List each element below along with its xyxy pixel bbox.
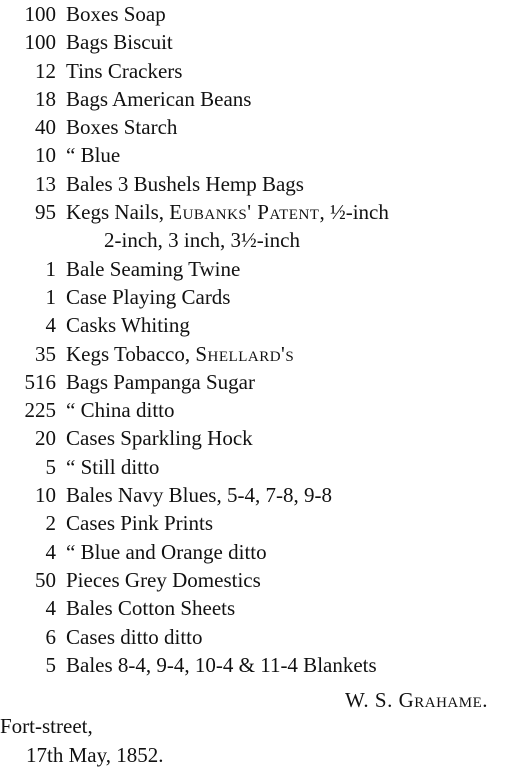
item-quantity: 4 xyxy=(45,313,56,338)
item-description: Tins Crackers xyxy=(66,58,183,83)
item-brand-name: Shellard's xyxy=(195,341,295,366)
item-description: Cases Sparkling Hock xyxy=(66,426,253,451)
goods-item xyxy=(0,651,508,679)
item-description xyxy=(66,340,294,368)
item-description: Bale Seaming Twine xyxy=(66,256,241,281)
item-quantity: 12 xyxy=(35,58,56,83)
item-description-continuation: 2-inch, 3 inch, 3½-inch xyxy=(104,228,300,253)
item-description: Boxes Soap xyxy=(66,2,166,26)
item-quantity: 6 xyxy=(45,624,56,649)
item-quantity: 100 xyxy=(24,30,56,55)
goods-item xyxy=(0,311,508,339)
goods-item xyxy=(0,57,508,85)
item-description: Bales 8-4, 9-4, 10-4 & 11-4 Blankets xyxy=(66,652,377,677)
item-quantity: 13 xyxy=(35,171,56,196)
goods-item xyxy=(0,170,508,198)
item-description: Bags American Beans xyxy=(66,86,252,111)
item-description: Casks Whiting xyxy=(66,313,190,338)
item-description: Cases ditto ditto xyxy=(66,624,203,649)
item-quantity: 95 xyxy=(35,200,56,225)
item-quantity: 35 xyxy=(35,341,56,366)
item-description: “ Blue xyxy=(66,143,121,168)
item-description: Case Playing Cards xyxy=(66,284,231,309)
goods-item xyxy=(0,85,508,113)
goods-item xyxy=(0,396,508,424)
item-quantity: 2 xyxy=(45,511,56,536)
goods-item xyxy=(0,141,508,169)
item-quantity: 20 xyxy=(35,426,56,451)
item-description: Boxes Starch xyxy=(66,115,178,140)
item-description-prefix: Kegs Nails, xyxy=(66,200,170,225)
goods-item xyxy=(0,340,508,368)
item-quantity: 516 xyxy=(24,369,56,394)
goods-item xyxy=(0,28,508,56)
goods-item xyxy=(0,538,508,566)
goods-item xyxy=(0,594,508,622)
item-quantity: 4 xyxy=(45,539,56,564)
item-description: “ Blue and Orange ditto xyxy=(66,539,267,564)
goods-item xyxy=(0,368,508,396)
goods-item xyxy=(0,198,508,226)
goods-item xyxy=(0,255,508,283)
goods-item xyxy=(0,623,508,651)
merchant-signature xyxy=(345,686,488,714)
signature-text: W. S. Grahame. xyxy=(345,688,488,712)
goods-item xyxy=(0,481,508,509)
goods-item xyxy=(0,283,508,311)
item-description-suffix: , ½-inch xyxy=(319,200,389,225)
item-description: “ Still ditto xyxy=(66,454,160,479)
goods-item xyxy=(0,424,508,452)
item-quantity: 1 xyxy=(45,256,56,281)
item-quantity: 18 xyxy=(35,86,56,111)
item-quantity: 1 xyxy=(45,284,56,309)
item-description: Bales 3 Bushels Hemp Bags xyxy=(66,171,304,196)
item-quantity: 225 xyxy=(24,398,56,423)
goods-item xyxy=(0,453,508,481)
item-quantity: 10 xyxy=(35,483,56,508)
item-quantity: 10 xyxy=(35,143,56,168)
item-quantity: 5 xyxy=(45,454,56,479)
goods-item xyxy=(0,509,508,537)
item-quantity: 100 xyxy=(24,2,56,26)
item-quantity: 4 xyxy=(45,596,56,621)
item-description: Cases Pink Prints xyxy=(66,511,214,536)
address-line: Fort-street, xyxy=(0,714,93,738)
item-description-prefix: Kegs Tobacco, xyxy=(66,341,196,366)
item-description xyxy=(66,198,389,226)
item-quantity: 5 xyxy=(45,652,56,677)
item-description: Bales Cotton Sheets xyxy=(66,596,236,621)
item-quantity: 50 xyxy=(35,567,56,592)
item-description: Pieces Grey Domestics xyxy=(66,567,261,592)
item-description: Bags Pampanga Sugar xyxy=(66,369,255,394)
item-description: “ China ditto xyxy=(66,398,175,423)
date-line: 17th May, 1852. xyxy=(26,743,164,767)
goods-item xyxy=(0,566,508,594)
goods-item xyxy=(0,113,508,141)
item-description: Bags Biscuit xyxy=(66,30,173,55)
goods-item xyxy=(0,0,508,28)
item-quantity: 40 xyxy=(35,115,56,140)
item-brand-name: Eubanks' Patent xyxy=(169,200,320,225)
item-description: Bales Navy Blues, 5-4, 7-8, 9-8 xyxy=(66,483,332,508)
